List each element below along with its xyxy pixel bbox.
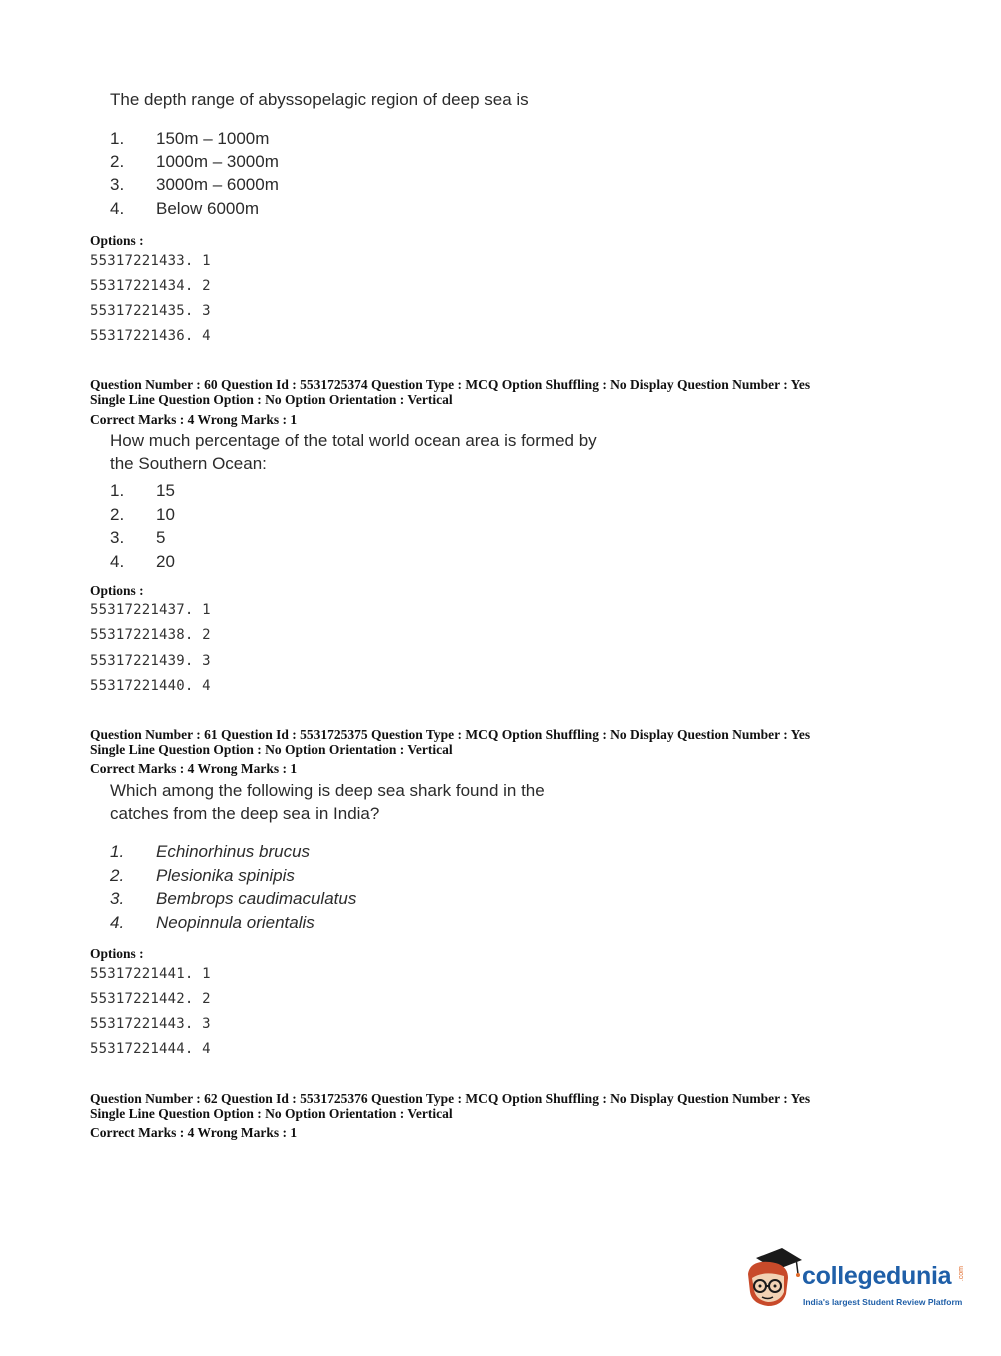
question-text: How much percentage of the total world ocean area is formed by	[110, 431, 597, 450]
question-meta: Single Line Question Option : No Option Orientation : Vertical	[90, 1106, 453, 1121]
options-label: Options :	[90, 233, 144, 248]
question-meta: Question Number : 61 Question Id : 5531725375 Question Type : MCQ Option Shuffling : No Display Question Number : Yes	[90, 727, 811, 742]
option-id: 55317221435. 3	[90, 303, 211, 319]
question-text: The depth range of abyssopelagic region of deep sea is	[110, 90, 529, 109]
choice-2: 2. Plesionika spinipis	[110, 866, 295, 885]
option-id: 55317221442. 2	[90, 991, 211, 1007]
choice-3: 3. Bembrops caudimaculatus	[110, 889, 357, 908]
option-id: 55317221438. 2	[90, 627, 211, 643]
choice-1: 1. 15	[110, 481, 175, 500]
marks-info: Correct Marks : 4 Wrong Marks : 1	[90, 761, 298, 776]
choice-2: 2. 10	[110, 505, 175, 524]
mascot-icon	[742, 1248, 802, 1312]
choice-4: 4. Neopinnula orientalis	[110, 913, 315, 932]
options-label: Options :	[90, 583, 144, 598]
option-id: 55317221434. 2	[90, 278, 211, 294]
question-meta: Single Line Question Option : No Option Orientation : Vertical	[90, 742, 453, 757]
brand-name: collegedunia	[802, 1262, 952, 1290]
option-id: 55317221443. 3	[90, 1016, 211, 1032]
choice-4: 4. 20	[110, 552, 175, 571]
option-id: 55317221440. 4	[90, 678, 211, 694]
option-id: 55317221444. 4	[90, 1041, 211, 1057]
question-text: Which among the following is deep sea shark found in the	[110, 781, 545, 800]
option-id: 55317221433. 1	[90, 253, 211, 269]
choice-1: 1. Echinorhinus brucus	[110, 842, 311, 861]
options-label: Options :	[90, 946, 144, 961]
option-id: 55317221439. 3	[90, 653, 211, 669]
collegedunia-logo	[742, 1248, 972, 1318]
marks-info: Correct Marks : 4 Wrong Marks : 1	[90, 1125, 298, 1140]
question-text: the Southern Ocean:	[110, 454, 267, 473]
choice-2: 2. 1000m – 3000m	[110, 152, 279, 171]
brand-dotcom: .com	[958, 1266, 965, 1282]
option-id: 55317221437. 1	[90, 602, 211, 618]
choice-3: 3. 5	[110, 528, 166, 547]
option-id: 55317221436. 4	[90, 328, 211, 344]
question-text: catches from the deep sea in India?	[110, 804, 380, 823]
marks-info: Correct Marks : 4 Wrong Marks : 1	[90, 412, 298, 427]
question-meta: Question Number : 60 Question Id : 5531725374 Question Type : MCQ Option Shuffling : No Display Question Number : Yes	[90, 377, 811, 392]
brand-tagline: India's largest Student Review Platform	[803, 1297, 963, 1307]
option-id: 55317221441. 1	[90, 966, 211, 982]
choice-4: 4. Below 6000m	[110, 199, 260, 218]
question-meta: Single Line Question Option : No Option Orientation : Vertical	[90, 392, 453, 407]
question-meta: Question Number : 62 Question Id : 5531725376 Question Type : MCQ Option Shuffling : No Display Question Number : Yes	[90, 1091, 811, 1106]
choice-3: 3. 3000m – 6000m	[110, 175, 279, 194]
choice-1: 1. 150m – 1000m	[110, 129, 270, 148]
